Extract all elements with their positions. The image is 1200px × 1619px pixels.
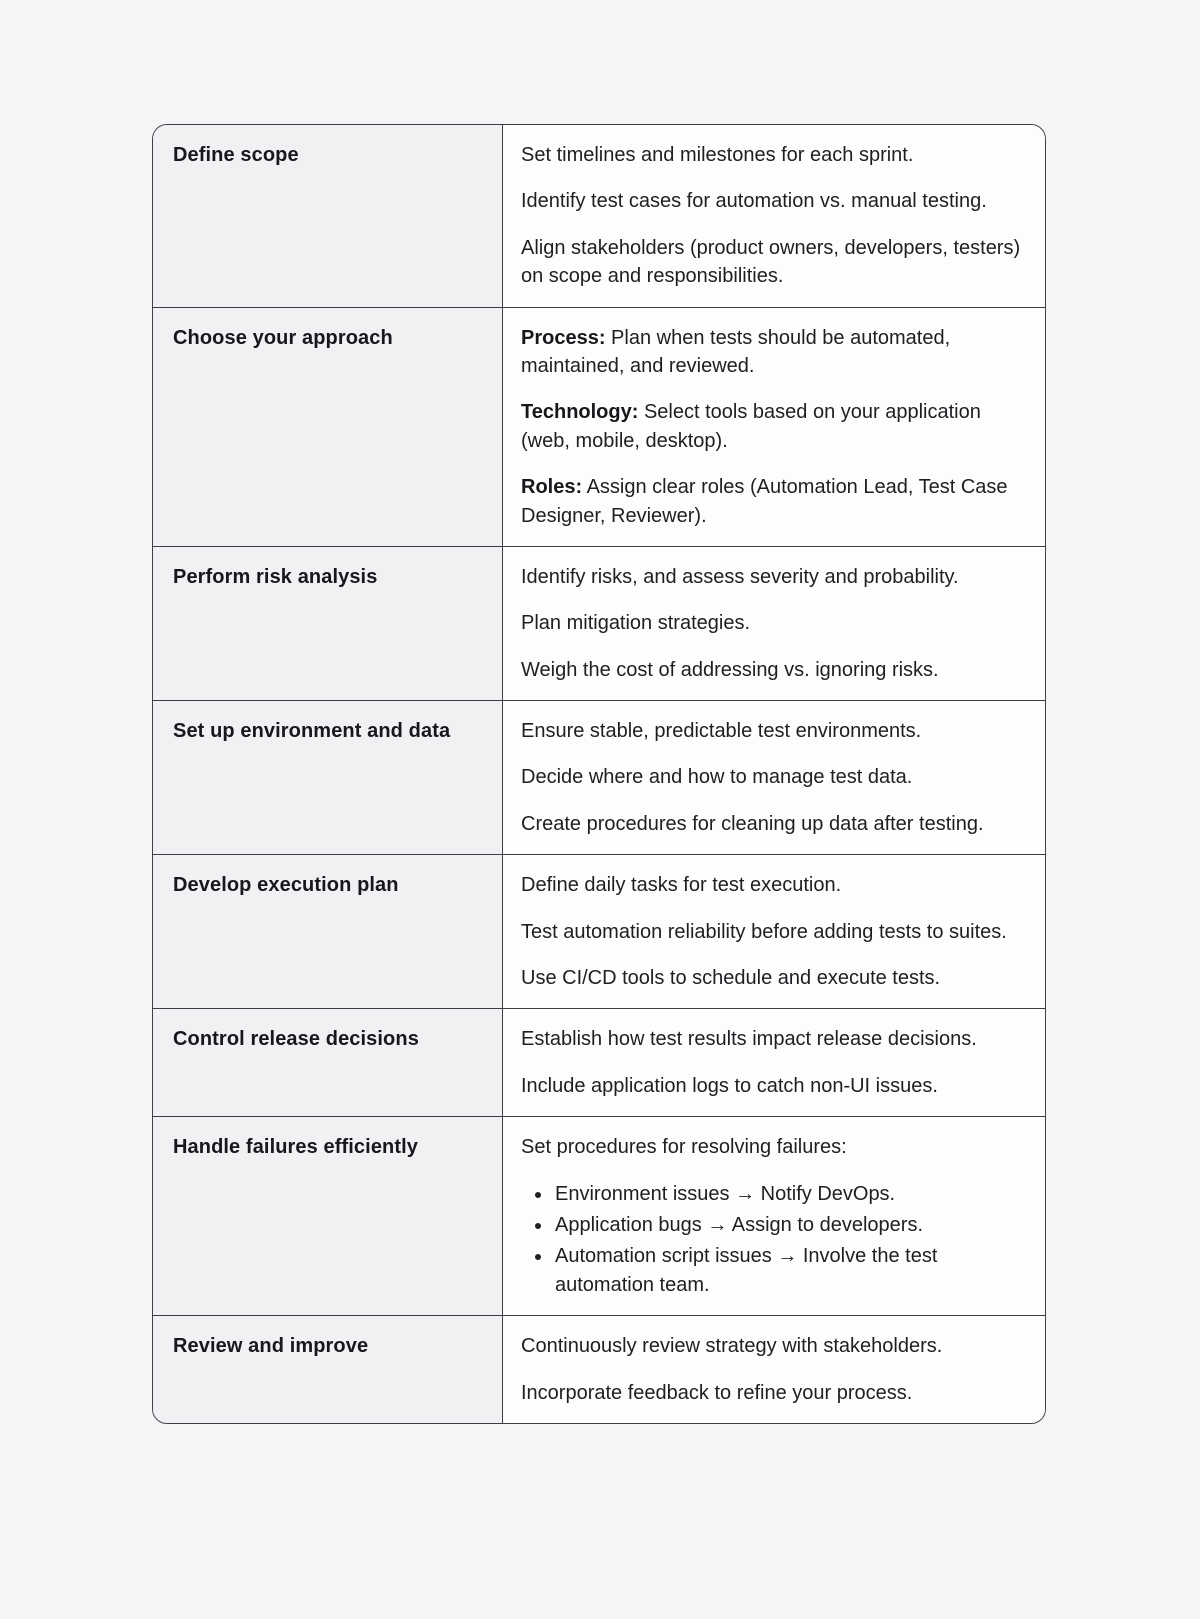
paragraph-lead-label: Roles: [521, 476, 583, 499]
content-paragraph [521, 964, 1021, 992]
row-header-label: Control release decisions [173, 1028, 419, 1051]
content-paragraph [521, 324, 1021, 381]
paragraph-text: Decide where and how to manage test data. [521, 766, 913, 789]
row-header-label: Define scope [173, 144, 299, 166]
content-paragraph [521, 563, 1021, 591]
row-header-cell [153, 308, 503, 546]
paragraph-lead-label: Technology: [521, 401, 639, 424]
table-row [153, 1117, 1045, 1316]
content-paragraph [521, 1072, 1021, 1100]
row-header-cell [153, 547, 503, 700]
paragraph-text: Plan mitigation strategies. [521, 612, 751, 635]
paragraph-text: Assign clear roles (Automation Lead, Test Case Designer, Reviewer). [521, 476, 1008, 527]
paragraph-text: Continuously review strategy with stakeholders. [521, 1335, 943, 1358]
table-row [153, 547, 1045, 701]
row-content-cell [503, 855, 1045, 1008]
paragraph-text: Create procedures for cleaning up data after testing. [521, 812, 984, 835]
content-paragraph [521, 234, 1021, 291]
paragraph-lead-label: Process: [521, 326, 606, 349]
table-row [153, 701, 1045, 855]
row-content-cell [503, 701, 1045, 854]
paragraph-text: Use CI/CD tools to schedule and execute tests. [521, 967, 941, 990]
bullet-list-item: • Automation script issues → Involve the test automation team. [553, 1242, 1021, 1299]
row-content-cell [503, 1009, 1045, 1116]
content-paragraph [521, 763, 1021, 791]
content-paragraph [521, 656, 1021, 684]
bullet-list-item: • Application bugs → Assign to developers. [553, 1211, 1021, 1239]
row-content-cell [503, 125, 1045, 307]
content-paragraph [521, 810, 1021, 838]
row-header-label: Review and improve [173, 1335, 369, 1358]
strategy-table [152, 124, 1046, 1424]
row-header-label: Choose your approach [173, 326, 393, 349]
table-row [153, 308, 1045, 547]
table-row [153, 125, 1045, 308]
paragraph-text: Plan when tests should be automated, maintained, and reviewed. [521, 326, 951, 377]
content-paragraph [521, 1332, 1021, 1360]
row-header-cell [153, 701, 503, 854]
row-header-cell [153, 1117, 503, 1315]
paragraph-text: Establish how test results impact release decisions. [521, 1028, 977, 1051]
content-paragraph [521, 609, 1021, 637]
paragraph-text: Set procedures for resolving failures: [521, 1136, 847, 1159]
table-row [153, 1009, 1045, 1117]
content-paragraph [521, 1133, 1021, 1161]
row-header-cell [153, 1009, 503, 1116]
row-header-cell [153, 855, 503, 1008]
paragraph-text: Test automation reliability before adding tests to suites. [521, 920, 1007, 943]
paragraph-text: Incorporate feedback to refine your process. [521, 1381, 913, 1404]
content-paragraph [521, 717, 1021, 745]
table-row [153, 855, 1045, 1009]
bullet-list-item: • Environment issues → Notify DevOps. [553, 1180, 1021, 1208]
row-header-label: Develop execution plan [173, 874, 399, 897]
content-paragraph [521, 871, 1021, 899]
row-header-label: Handle failures efficiently [173, 1136, 418, 1159]
row-content-cell [503, 1316, 1045, 1423]
paragraph-text: Identify test cases for automation vs. manual testing. [521, 190, 987, 213]
content-paragraph [521, 398, 1021, 455]
table-row [153, 1316, 1045, 1423]
content-paragraph [521, 1025, 1021, 1053]
content-paragraph [521, 1379, 1021, 1407]
paragraph-text: Set timelines and milestones for each sprint. [521, 144, 914, 166]
row-content-cell [503, 1117, 1045, 1315]
row-header-cell [153, 1316, 503, 1423]
paragraph-text: Include application logs to catch non-UI issues. [521, 1074, 938, 1097]
paragraph-text: Identify risks, and assess severity and probability. [521, 565, 959, 588]
row-header-cell [153, 125, 503, 307]
content-paragraph [521, 918, 1021, 946]
content-bullet-list [521, 1180, 1021, 1300]
paragraph-text: Define daily tasks for test execution. [521, 874, 842, 897]
content-paragraph [521, 187, 1021, 215]
row-header-label: Set up environment and data [173, 720, 451, 743]
row-content-cell [503, 308, 1045, 546]
paragraph-text: Ensure stable, predictable test environments. [521, 720, 922, 743]
paragraph-text: Align stakeholders (product owners, developers, testers) on scope and responsibilities. [521, 236, 1021, 288]
row-header-label: Perform risk analysis [173, 565, 378, 588]
paragraph-text: Select tools based on your application (web, mobile, desktop). [521, 401, 981, 452]
content-paragraph [521, 473, 1021, 530]
content-paragraph [521, 141, 1021, 169]
row-content-cell [503, 547, 1045, 700]
paragraph-text: Weigh the cost of addressing vs. ignoring risks. [521, 658, 939, 681]
